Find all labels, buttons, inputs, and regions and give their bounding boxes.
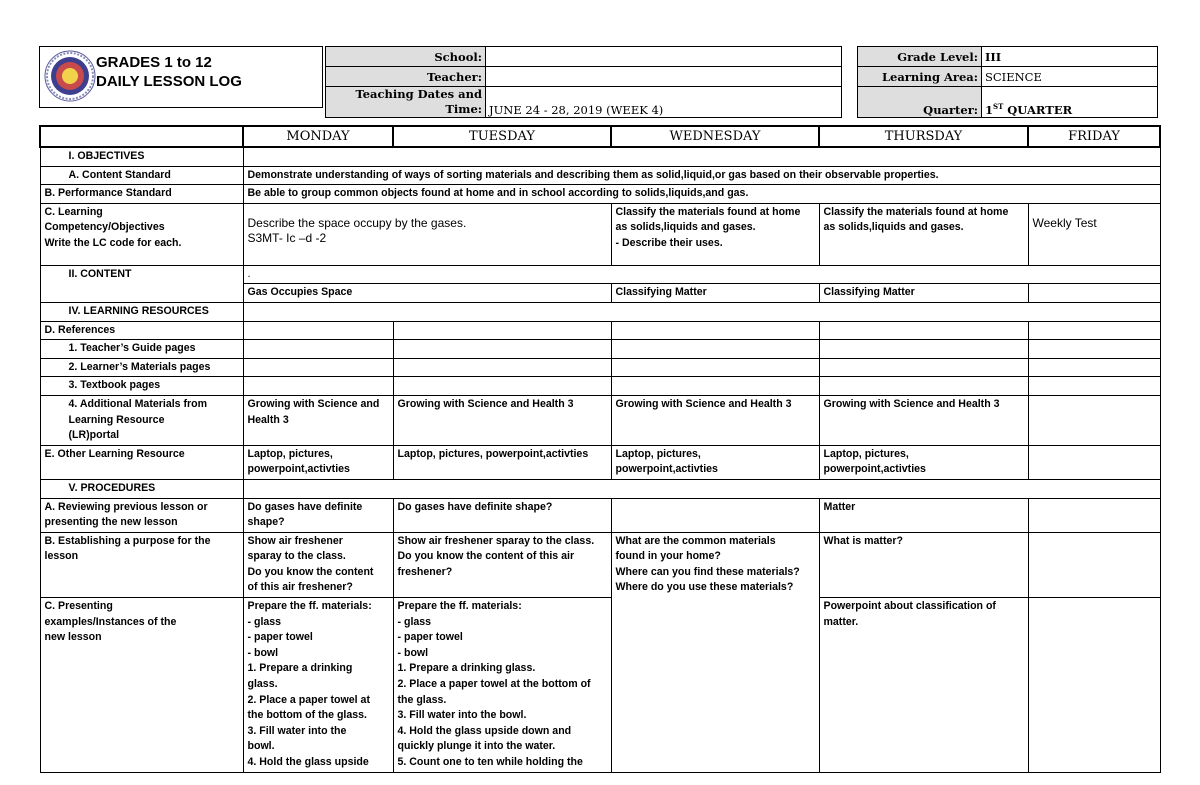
competency-friday: Weekly Test: [1028, 203, 1160, 265]
examples-monday: Prepare the ff. materials: - glass - paper towel - bowl 1. Prepare a drinking glass. 2. Place a paper towel at the bottom of the glass. 3. Fill water into the bowl. 4. Hold the glass upside: [243, 598, 393, 773]
competency-thursday: Classify the materials found at home as solids,liquids and gases.: [819, 203, 1028, 265]
textbook-pages-label: 3. Textbook pages: [40, 377, 243, 396]
day-header-thursday: THURSDAY: [819, 126, 1028, 147]
additional-materials-tuesday: Growing with Science and Health 3: [393, 395, 611, 445]
performance-standard-label: B. Performance Standard: [40, 185, 243, 204]
header-title-box: [39, 46, 323, 108]
school-value: [486, 47, 842, 67]
other-learning-resource-label: E. Other Learning Resource: [40, 445, 243, 479]
teachers-guide-label: 1. Teacher’s Guide pages: [40, 340, 243, 359]
competency-wednesday: Classify the materials found at home as solids,liquids and gases. - Describe their uses.: [611, 203, 819, 265]
purpose-wednesday: What are the common materials found in your home? Where can you find these materials? Where do you use these materials?: [611, 532, 819, 772]
grade-level-label: Grade Level:: [858, 47, 982, 67]
lesson-log-table: [39, 125, 1161, 773]
additional-materials-label: 4. Additional Materials from Learning Resource (LR)portal: [40, 395, 243, 445]
objectives-label: I. OBJECTIVES: [40, 147, 243, 166]
learning-area-value: SCIENCE: [982, 67, 1158, 87]
establishing-purpose-label: B. Establishing a purpose for the lesson: [40, 532, 243, 597]
reviewing-lesson-label: A. Reviewing previous lesson or presenting the new lesson: [40, 498, 243, 532]
review-monday: Do gases have definite shape?: [243, 498, 393, 532]
header-title-line1: GRADES 1 to 12: [96, 54, 212, 71]
references-label: D. References: [40, 321, 243, 340]
deped-seal-icon: [44, 50, 96, 102]
teacher-label: Teacher:: [326, 67, 486, 87]
day-header-monday: MONDAY: [243, 126, 393, 147]
procedures-label: V. PROCEDURES: [40, 479, 243, 498]
content-thursday: Classifying Matter: [819, 284, 1028, 303]
dates-label: Teaching Dates and Time:: [326, 87, 486, 118]
learning-resources-label: IV. LEARNING RESOURCES: [40, 302, 243, 321]
quarter-value: 1ST QUARTER: [982, 87, 1158, 118]
review-tuesday: Do gases have definite shape?: [393, 498, 611, 532]
performance-standard-value: Be able to group common objects found at home and in school according to solids,liquids,and gas.: [243, 185, 1160, 204]
additional-materials-wednesday: Growing with Science and Health 3: [611, 395, 819, 445]
content-dot: .: [243, 265, 1160, 284]
presenting-examples-label: C. Presenting examples/Instances of the new lesson: [40, 598, 243, 773]
purpose-tuesday: Show air freshener sparay to the class. Do you know the content of this air freshener?: [393, 532, 611, 597]
other-resource-thursday: Laptop, pictures, powerpoint,activties: [819, 445, 1028, 479]
day-header-wednesday: WEDNESDAY: [611, 126, 819, 147]
school-label: School:: [326, 47, 486, 67]
lesson-info-table: [325, 46, 1158, 118]
content-label: II. CONTENT: [40, 265, 243, 302]
dates-value: JUNE 24 - 28, 2019 (WEEK 4): [486, 87, 842, 118]
quarter-label: Quarter:: [858, 87, 982, 118]
examples-tuesday: Prepare the ff. materials: - glass - paper towel - bowl 1. Prepare a drinking glass. 2. Place a paper towel at the bottom of the glass. 3. Fill water into the bowl. 4. Hold the glass upside down and quickly plunge it into the water. 5. Count one to ten while holding the: [393, 598, 611, 773]
content-standard-label: A. Content Standard: [40, 166, 243, 185]
content-wednesday: Classifying Matter: [611, 284, 819, 303]
other-resource-wednesday: Laptop, pictures, powerpoint,activties: [611, 445, 819, 479]
grade-level-value: III: [982, 47, 1158, 67]
teacher-value: [486, 67, 842, 87]
other-resource-monday: Laptop, pictures, powerpoint,activties: [243, 445, 393, 479]
header-title-line2: DAILY LESSON LOG: [96, 73, 242, 90]
content-monday: Gas Occupies Space: [243, 284, 611, 303]
day-header-tuesday: TUESDAY: [393, 126, 611, 147]
additional-materials-thursday: Growing with Science and Health 3: [819, 395, 1028, 445]
learners-materials-label: 2. Learner’s Materials pages: [40, 358, 243, 377]
day-header-friday: FRIDAY: [1028, 126, 1160, 147]
other-resource-tuesday: Laptop, pictures, powerpoint,activties: [393, 445, 611, 479]
review-thursday: Matter: [819, 498, 1028, 532]
content-standard-value: Demonstrate understanding of ways of sorting materials and describing them as solid,liquid,or gas based on their observable properties.: [243, 166, 1160, 185]
examples-thursday: Powerpoint about classification of matter.: [819, 598, 1028, 773]
additional-materials-monday: Growing with Science and Health 3: [243, 395, 393, 445]
competency-label: C. Learning Competency/Objectives Write the LC code for each.: [40, 203, 243, 265]
learning-area-label: Learning Area:: [858, 67, 982, 87]
purpose-thursday: What is matter?: [819, 532, 1028, 597]
competency-monday: Describe the space occupy by the gases. S3MT- Ic –d -2: [243, 203, 611, 265]
purpose-monday: Show air freshener sparay to the class. Do you know the content of this air freshener?: [243, 532, 393, 597]
